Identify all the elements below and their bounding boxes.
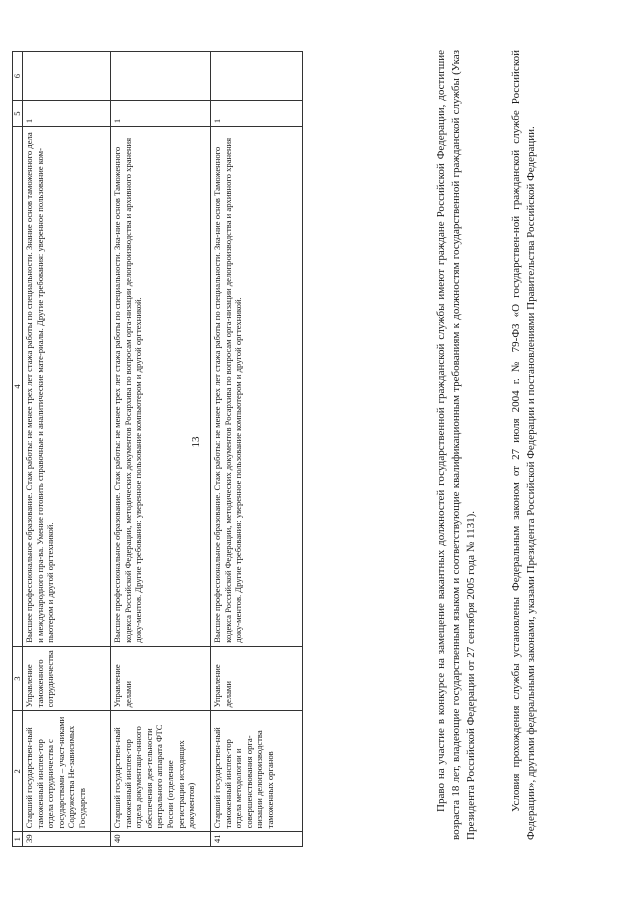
requirements-cell: Высшее профессиональное образование. Стаж работы: не менее трех лет стажа работы по специальности. Знание основ таможенного дела и международного пра-ва. Умение готовить справочные и аналитические мате-риалы. Другие требования: уверенное пользование ком-пьютером и другой оргтехникой. [23,127,111,647]
count-cell: 1 [23,101,111,127]
service-conditions-paragraph: Условия прохождения службы установлены Федеральным законом от 27 июля 2004 г. № 79-ФЗ «О государствен-ной гражданской службе Российской Федерации», другими федеральными законами, указами Президента Российской Федерации и постановлениями Правительства Российской Федерации. [510,50,538,840]
col6-cell [211,52,303,101]
header-cell: 4 [13,127,23,647]
header-cell: 3 [13,646,23,711]
requirements-cell: Высшее профессиональное образование. Стаж работы: не менее трех лет стажа работы по специальности. Зна-ние основ Таможенного кодекса Российской Федерации, методических документов Росархива по вопросам орга-низации делопроизводства и архивного хранения доку-ментов. Другие требования: уверенное пользование компьютером и другой оргтехникой. [111,127,211,647]
table-row [23,52,111,847]
position-cell: Старший государствен-ный таможенный инспек-тор отдела методологии и совершенствования орга-низации делопроизводства таможенных органов [211,711,303,832]
requirements-cell: Высшее профессиональное образование. Стаж работы: не менее трех лет стажа работы по специальности. Зна-ние основ Таможенного кодекса Российской Федерации, методических документов Росархива по вопросам орга-низации делопроизводства и архивного хранения доку-ментов. Другие требования: уверенное пользование компьютером и другой оргтехникой. [211,127,303,647]
row-number: 41 [211,832,303,847]
eligibility-paragraph: Право на участие в конкурсе на замещение вакантных должностей государственной гражданской службы имеют граждане Российской Федерации, достигшие возраста 18 лет, владеющие государственным языком и соответствующие квалификационным требованиям к должностям государственной гражданской службы (Указ Президента Российской Федерации от 27 сентября 2005 года № 1131). [435,50,478,840]
col6-cell [23,52,111,101]
header-cell: 1 [13,832,23,847]
table-header-row [13,52,23,847]
header-cell: 5 [13,101,23,127]
count-cell: 1 [111,101,211,127]
department-cell: Управление делами [211,646,303,711]
position-cell: Старший государствен-ный таможенный инспек-тор отдела сотрудничества с государствами – участ-никами Содружества Не-зависимых Государств [23,711,111,832]
department-cell: Управление таможенного сотрудничества [23,646,111,711]
row-number: 39 [23,832,111,847]
table-row [211,52,303,847]
department-cell: Управление делами [111,646,211,711]
vacancies-table [12,51,303,847]
position-cell: Старший государствен-ный таможенный инспек-тор отдела документаци-онного обеспечения дея-тельности центрального аппарата ФТС России (отделение регистрации исходящих документов) [111,711,211,832]
row-number: 40 [111,832,211,847]
page-number: 13 [190,436,202,448]
header-cell: 2 [13,711,23,832]
count-cell: 1 [211,101,303,127]
table-row [111,52,211,847]
header-cell: 6 [13,52,23,101]
col6-cell [111,52,211,101]
